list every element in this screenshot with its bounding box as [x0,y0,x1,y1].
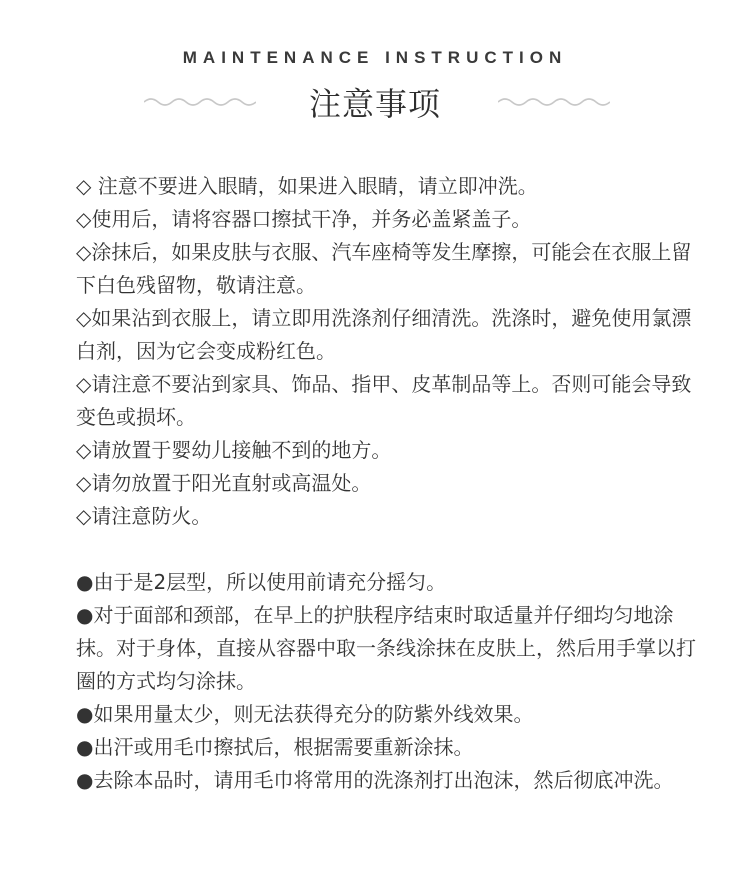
caution-item: ◇使用后，请将容器口擦拭干净，并务必盖紧盖子。 [76,207,532,231]
usage-item: ●去除本品时，请用毛巾将常用的洗涤剂打出泡沫，然后彻底冲洗。 [76,768,674,792]
caution-item: ◇ 注意不要进入眼睛，如果进入眼睛，请立即冲洗。 [76,174,538,198]
caution-item: ◇涂抹后，如果皮肤与衣服、汽车座椅等发生摩擦，可能会在衣服上留下白色残留物，敬请注意。 [76,240,692,297]
section-spacer [76,533,696,566]
usage-item: ●对于面部和颈部，在早上的护肤程序结束时取适量并仔细均匀地涂抹。对于身体，直接从容器中取一条线涂抹在皮肤上，然后用手掌以打圈的方式均匀涂抹。 [76,603,696,693]
usage-item: ●如果用量太少，则无法获得充分的防紫外线效果。 [76,702,534,726]
caution-item: ◇请注意防火。 [76,504,212,528]
page-title: 注意事项 [308,85,441,123]
caution-item: ◇请放置于婴幼儿接触不到的地方。 [76,438,392,462]
caution-item: ◇请勿放置于阳光直射或高温处。 [76,471,372,495]
caution-item: ◇如果沾到衣服上，请立即用洗涤剂仔细清洗。洗涤时，避免使用氯漂白剂，因为它会变成粉红色。 [76,306,692,363]
caution-item: ◇请注意不要沾到家具、饰品、指甲、皮革制品等上。否则可能会导致变色或损坏。 [76,372,692,429]
usage-item: ●出汗或用毛巾擦拭后，根据需要重新涂抹。 [76,735,474,759]
title-row [0,82,750,126]
section-subtitle: MAINTENANCE INSTRUCTION [182,48,568,67]
instructions-body [76,170,696,797]
wavy-line-icon [498,96,610,108]
usage-item: ●由于是2层型，所以使用前请充分摇匀。 [76,570,447,594]
